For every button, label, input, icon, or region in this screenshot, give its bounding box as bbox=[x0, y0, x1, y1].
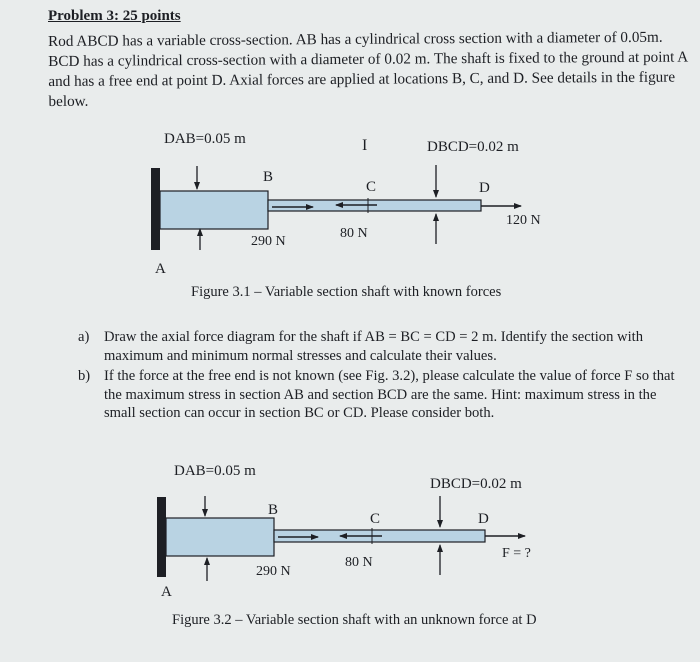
label-point-b: B bbox=[263, 169, 274, 185]
label-point-a: A bbox=[155, 261, 166, 277]
section-ab bbox=[160, 191, 268, 229]
question-b bbox=[78, 367, 678, 423]
problem-title: Problem 3: 25 points bbox=[48, 8, 181, 24]
label-dab-fig2: DAB=0.05 m bbox=[174, 463, 256, 479]
question-b-text: If the force at the free end is not known (see Fig. 3.2), please calculate the value of force F so that the maximum stress in section AB and section BCD are the same. Hint: maximum stress in the small section can occur in section BC or CD. Please consider both. bbox=[104, 368, 675, 422]
question-a-label: a) bbox=[78, 329, 90, 345]
label-point-d-fig2: D bbox=[478, 511, 489, 527]
question-list bbox=[78, 328, 678, 425]
question-b-label: b) bbox=[78, 368, 91, 385]
label-point-c-fig2: C bbox=[370, 511, 381, 527]
label-point-b-fig2: B bbox=[268, 502, 279, 518]
label-point-d: D bbox=[479, 180, 490, 196]
label-point-c: C bbox=[366, 179, 377, 195]
label-dab: DAB=0.05 m bbox=[164, 131, 246, 147]
label-force-d-fig2: F = ? bbox=[502, 546, 531, 561]
section-ab-fig2 bbox=[166, 518, 274, 556]
figure-1-caption: Figure 3.1 – Variable section shaft with known forces bbox=[191, 284, 502, 300]
question-a-text: Draw the axial force diagram for the shaft if AB = BC = CD = 2 m. Identify the section with maximum and minimum normal stresses and calculate their values. bbox=[104, 329, 643, 364]
figure-2-caption: Figure 3.2 – Variable section shaft with an unknown force at D bbox=[172, 612, 537, 628]
label-force-d: 120 N bbox=[506, 213, 541, 228]
label-dbcd-fig2: DBCD=0.02 m bbox=[430, 476, 522, 492]
label-force-b: 290 N bbox=[251, 234, 286, 249]
label-dbcd: DBCD=0.02 m bbox=[427, 139, 519, 155]
label-force-c: 80 N bbox=[340, 226, 368, 241]
problem-description: Rod ABCD has a variable cross-section. AB has a cylindrical cross section with a diameter of 0.05m. BCD has a cylindrical cross-section with a diameter of 0.02 m. The shaft is fixed to the ground at point A and has a free end at point D. Axial forces are applied at locations B, C, and D. See details in the figure below. bbox=[48, 28, 688, 110]
question-a bbox=[78, 328, 678, 365]
label-point-a-fig2: A bbox=[161, 584, 172, 600]
label-force-c-fig2: 80 N bbox=[345, 555, 373, 570]
fixed-support-a-fig2 bbox=[157, 497, 166, 577]
fixed-support-a bbox=[151, 168, 160, 250]
text-cursor-icon: I bbox=[362, 137, 368, 154]
label-force-b-fig2: 290 N bbox=[256, 564, 291, 579]
